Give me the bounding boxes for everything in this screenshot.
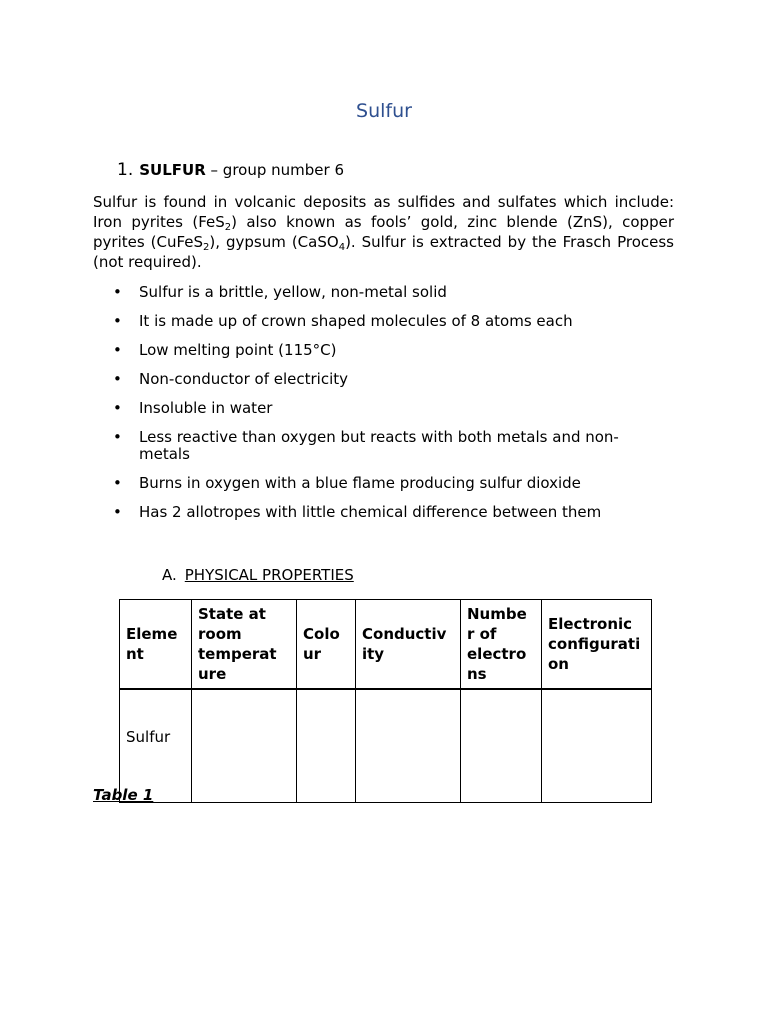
heading-rest-text: – group number 6 [205, 161, 344, 179]
bullet-item: • Sulfur is a brittle, yellow, non-metal solid [93, 284, 653, 301]
table-cell: Sulfur [120, 689, 192, 803]
intro-text: ), gypsum (CaSO [209, 233, 339, 251]
table-cell[interactable] [192, 689, 297, 803]
subscript: 2 [203, 242, 210, 253]
bullet-item: • Burns in oxygen with a blue flame producing sulfur dioxide [93, 475, 653, 492]
heading-bold-text: SULFUR [139, 161, 206, 179]
bullet-item: • Insoluble in water [93, 400, 653, 417]
document-title: Sulfur [356, 100, 412, 122]
header-text: Eleme nt [126, 625, 178, 663]
table-cell[interactable] [542, 689, 652, 803]
bullet-item: • It is made up of crown shaped molecules of 8 atoms each [93, 313, 653, 330]
intro-text: Sulfur is found in volcanic deposits as sulfides and sulfates which include: Iron pyrites (FeS [93, 193, 674, 231]
column-header-electrons [461, 600, 542, 690]
subsection-label: PHYSICAL PROPERTIES [184, 566, 354, 584]
column-header-conductivity [356, 600, 461, 690]
physical-properties-table [119, 599, 652, 803]
intro-text: ) also known as fools’ gold, zinc blende (ZnS), copper pyrites (CuFeS [93, 213, 674, 251]
heading-number: 1. [117, 160, 134, 180]
header-text: Conductiv ity [362, 625, 447, 663]
column-header-configuration [542, 600, 652, 690]
column-header-state [192, 600, 297, 690]
header-text: Electronic configurati on [548, 615, 641, 673]
bullet-item: • Less reactive than oxygen but reacts with both metals and non-metals [93, 429, 653, 463]
header-text: Colo ur [303, 625, 340, 663]
column-header-colour [297, 600, 356, 690]
subscript: 4 [338, 242, 346, 253]
table-caption: Table 1 [93, 786, 154, 804]
bullet-item: • Low melting point (115°C) [93, 342, 653, 359]
table-cell[interactable] [461, 689, 542, 803]
header-text: Numbe r of electro ns [467, 605, 527, 683]
bullet-item: • Has 2 allotropes with little chemical difference between them [93, 504, 653, 521]
section-heading [117, 159, 344, 181]
table-header-row [120, 600, 652, 690]
properties-bullet-list [93, 284, 653, 533]
column-header-element [120, 600, 192, 690]
subscript: 2 [224, 222, 232, 233]
intro-text: ). Sulfur is extracted by the Frasch Process (not required). [93, 233, 674, 271]
table-row [120, 689, 652, 803]
table-cell[interactable] [356, 689, 461, 803]
bullet-item: • Non-conductor of electricity [93, 371, 653, 388]
subsection-letter: A. [162, 566, 177, 584]
intro-paragraph [93, 192, 674, 272]
header-text: State at room temperat ure [198, 605, 277, 683]
subsection-heading [162, 566, 354, 584]
table-cell[interactable] [297, 689, 356, 803]
